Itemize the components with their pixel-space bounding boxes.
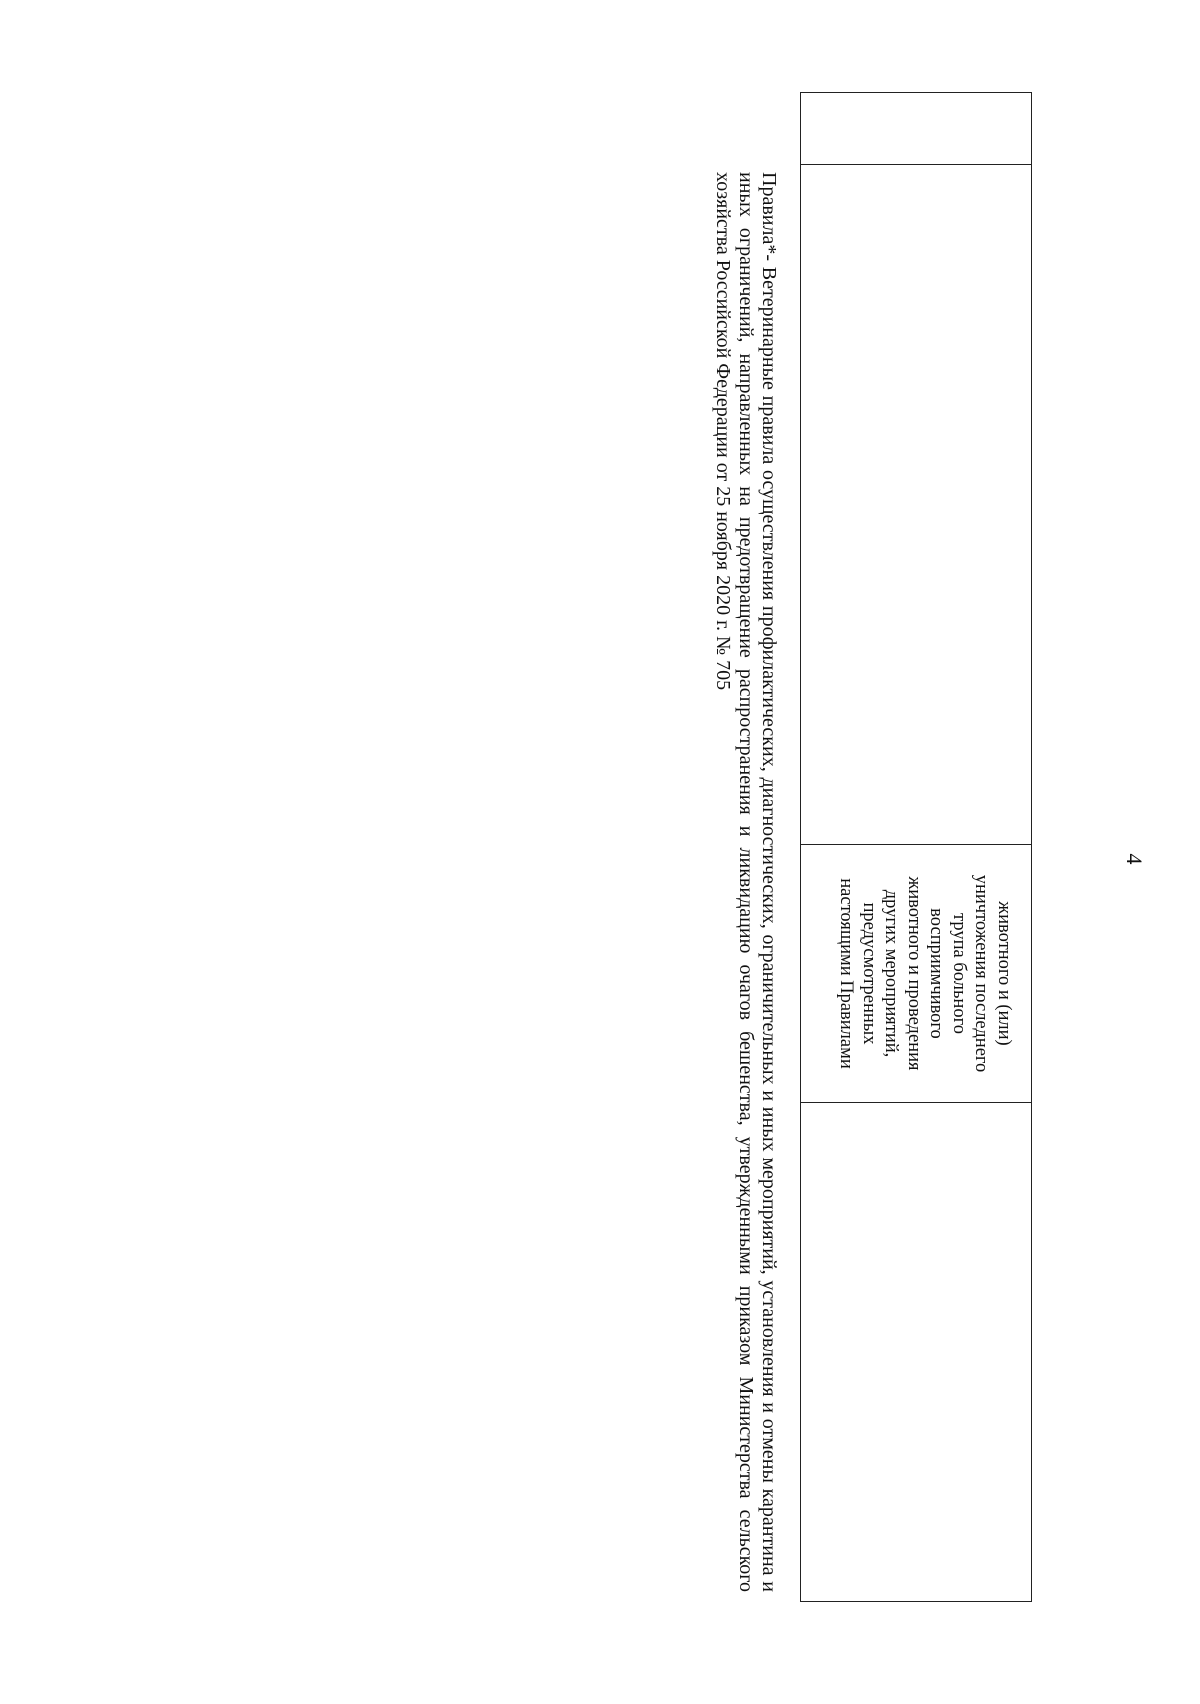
rotated-content	[712, 92, 1032, 1652]
footnote: Правила*- Ветеринарные правила осуществления профилактических, диагностических, ограничительных и иных мероприятий, установления и отмены карантина и иных ограничений, направленных на предотвращение распространения и ликвидацию очагов бешенства, утвержденными приказом Министерства сельского хозяйства Российской Федерации от 25 ноября 2020 г. № 705	[712, 172, 780, 1592]
page-number: 4	[1122, 853, 1147, 865]
table-cell-empty-2	[801, 165, 1031, 845]
table-cell-text: животного и (или) уничтожения последнего трупа больного восприимчивого животного и проведения других мероприятий, предусмотренных настоящими Правилами	[836, 874, 1014, 1073]
table	[800, 92, 1032, 1602]
table-cell-measures	[801, 845, 1031, 1103]
table-cell-empty-1	[801, 93, 1031, 165]
table-cell-empty-3	[801, 1103, 1031, 1603]
